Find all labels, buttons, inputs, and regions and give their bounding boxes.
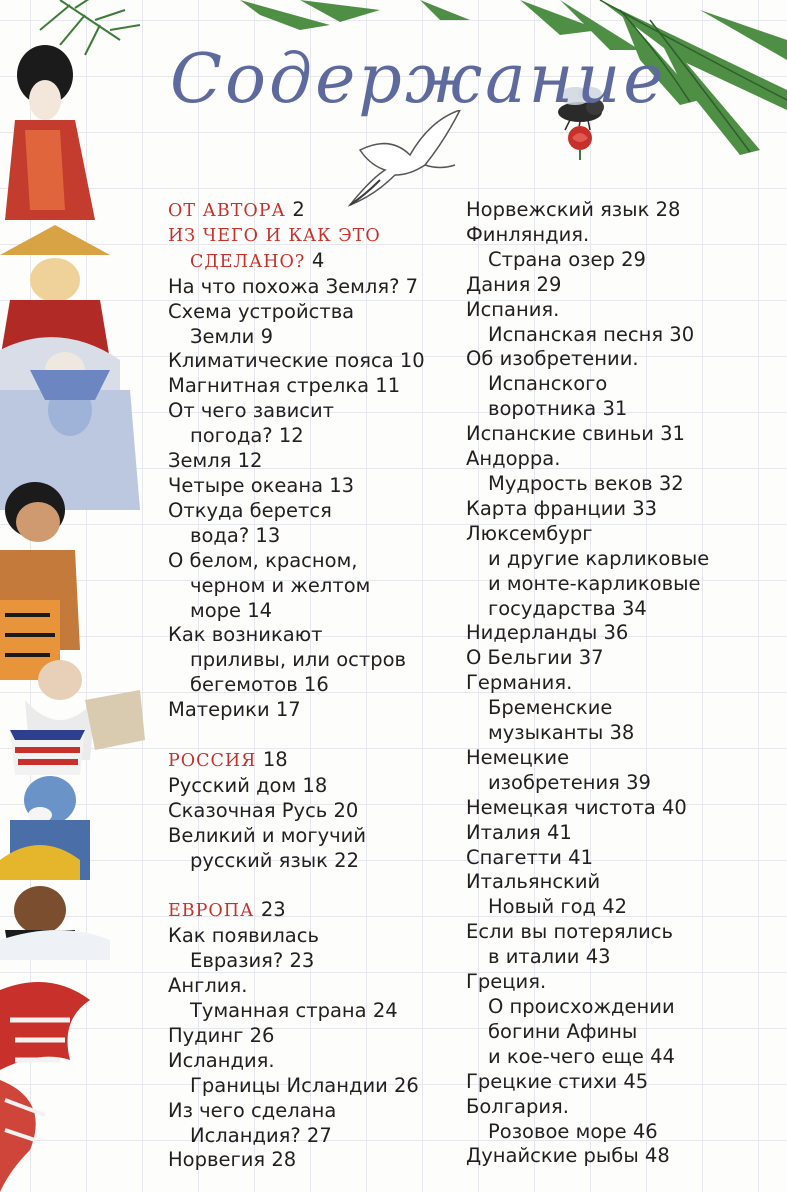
toc-entry-title: Новый год <box>488 895 597 919</box>
toc-entry-text <box>168 974 458 999</box>
toc-entry <box>466 821 781 846</box>
toc-page-number: 26 <box>249 1023 275 1047</box>
toc-entry-title: Откуда берется <box>168 498 332 522</box>
toc-entry-title: Греция. <box>466 970 547 994</box>
toc-entry-title: Из чего сделана <box>168 1098 337 1122</box>
toc-entry <box>466 447 781 497</box>
toc-entry-text <box>168 648 458 673</box>
toc-entry-text <box>168 275 458 300</box>
toc-entry-title: Испанские свиньи <box>466 422 654 446</box>
toc-entry-text <box>168 374 458 399</box>
toc-entry-title: РОССИЯ <box>168 750 257 771</box>
toc-entry <box>466 198 781 223</box>
toc-entry-text <box>466 472 781 497</box>
toc-entry-text <box>168 1148 458 1173</box>
toc-entry-title: Немецкие <box>466 745 570 769</box>
toc-entry-text <box>168 949 458 974</box>
toc-entry-title: О происхождении <box>488 995 675 1018</box>
toc-page-number: 28 <box>655 198 681 221</box>
toc-entry <box>168 474 458 499</box>
toc-entry-text <box>168 325 458 350</box>
toc-entry <box>168 698 458 723</box>
toc-entry-text <box>466 621 781 646</box>
toc-page-number: 46 <box>632 1119 658 1143</box>
toc-entry <box>466 1070 781 1095</box>
toc-entry-text <box>466 347 781 372</box>
toc-page-number: 38 <box>609 721 635 745</box>
toc-entry-text <box>466 522 781 547</box>
toc-entry-title: в италии <box>488 945 580 969</box>
toc-entry-text <box>466 1020 781 1045</box>
toc-entry-title: ЕВРОПА <box>168 901 255 922</box>
toc-entry-text <box>466 397 781 422</box>
toc-entry-title: изобретения <box>488 770 620 794</box>
toc-entry-text <box>466 248 781 273</box>
toc-entry <box>168 924 458 974</box>
toc-entry-title: воротника <box>488 397 597 421</box>
toc-entry-text <box>466 597 781 622</box>
toc-entry-title: Норвегия <box>168 1148 266 1172</box>
toc-entry-title: Грецкие стихи <box>466 1069 618 1093</box>
toc-entry-title: Климатические пояса <box>168 349 394 373</box>
toc-entry <box>466 1144 781 1169</box>
toc-page-number: 31 <box>660 422 685 446</box>
toc-entry-text <box>168 623 458 648</box>
toc-entry-text <box>466 1045 781 1070</box>
toc-section-heading <box>168 898 458 924</box>
toc-page-number: 42 <box>602 895 628 919</box>
toc-entry-text <box>168 1024 458 1049</box>
toc-entry <box>168 549 458 624</box>
toc-entry <box>168 824 458 874</box>
toc-entry-title: Земли <box>190 324 255 348</box>
toc-entry <box>168 623 458 698</box>
toc-entry-title: музыканты <box>488 721 604 745</box>
toc-page-number: 32 <box>658 471 684 495</box>
toc-section-heading <box>168 198 458 224</box>
toc-entry-text <box>168 1124 458 1149</box>
toc-entry-text <box>168 424 458 449</box>
toc-entry <box>168 300 458 350</box>
toc-entry-text <box>466 372 781 397</box>
toc-entry-title: Исландия? <box>190 1123 301 1147</box>
toc-entry-title: О белом, красном, <box>168 548 358 572</box>
toc-column-right <box>466 198 781 1169</box>
toc-page-number: 16 <box>303 673 329 697</box>
toc-entry-text <box>168 774 458 799</box>
toc-entry-title: Страна озер <box>488 247 615 271</box>
toc-entry <box>466 298 781 348</box>
toc-page-number: 44 <box>650 1044 675 1068</box>
toc-entry-text <box>466 1120 781 1145</box>
toc-entry-title: Андорра. <box>466 447 561 471</box>
toc-entry-title: Как возникают <box>168 623 323 647</box>
toc-page-number: 43 <box>585 945 611 969</box>
toc-entry-text <box>168 1099 458 1124</box>
toc-entry-title: Немецкая чистота <box>466 795 656 819</box>
toc-entry-title: и другие карликовые <box>488 546 710 570</box>
toc-entry <box>168 1049 458 1099</box>
toc-entry-text <box>168 748 458 774</box>
toc-entry-text <box>168 549 458 574</box>
toc-entry-text <box>466 298 781 323</box>
toc-page-number: 36 <box>603 621 629 645</box>
toc-page-number: 29 <box>621 247 646 271</box>
toc-page-number: 22 <box>334 848 359 872</box>
toc-entry-text <box>168 673 458 698</box>
toc-entry-title: Италия <box>466 820 541 844</box>
toc-entry-text <box>168 924 458 949</box>
toc-entry-title: Нидерланды <box>466 621 598 645</box>
toc-entry-title: бегемотов <box>190 673 298 697</box>
toc-page-number: 23 <box>289 949 315 973</box>
toc-entry-title: богини Афины <box>488 1019 638 1043</box>
toc-entry-text <box>466 970 781 995</box>
toc-entry <box>466 223 781 273</box>
toc-entry-text <box>466 796 781 821</box>
toc-entry <box>168 1099 458 1149</box>
toc-entry-title: Земля <box>168 449 232 473</box>
toc-page-number: 23 <box>260 898 286 922</box>
toc-entry-text <box>466 671 781 696</box>
toc-spacer <box>168 723 458 748</box>
toc-entry <box>168 399 458 449</box>
toc-page-number: 12 <box>237 449 263 473</box>
toc-page-number: 41 <box>568 845 593 869</box>
toc-entry-text <box>466 646 781 671</box>
toc-entry-title: Мудрость веков <box>488 471 653 495</box>
toc-entry <box>466 621 781 646</box>
toc-page-number: 45 <box>623 1069 649 1093</box>
toc-entry-title: Люксембург <box>466 521 593 545</box>
toc-entry-title: Схема устройства <box>168 299 355 323</box>
toc-entry <box>466 1095 781 1145</box>
toc-entry-title: Испания. <box>466 297 560 321</box>
toc-entry <box>466 920 781 970</box>
toc-entry-text <box>168 799 458 824</box>
toc-entry-text <box>466 323 781 348</box>
toc-page-number: 41 <box>546 820 572 844</box>
toc-page-number: 48 <box>644 1144 670 1168</box>
toc-entry-text <box>168 249 458 275</box>
toc-entry <box>168 499 458 549</box>
toc-entry <box>466 671 781 746</box>
toc-entry <box>168 374 458 399</box>
toc-entry-text <box>466 895 781 920</box>
toc-page-number: 11 <box>375 374 401 398</box>
toc-entry <box>466 273 781 298</box>
toc-entry-title: ОТ АВТОРА <box>168 201 286 221</box>
toc-entry <box>466 970 781 1070</box>
toc-page-number: 12 <box>278 424 304 448</box>
toc-page-number: 20 <box>333 798 359 822</box>
toc-entry-title: Исландия. <box>168 1048 275 1072</box>
toc-entry-title: Болгария. <box>466 1094 569 1118</box>
toc-page-number: 13 <box>329 473 355 497</box>
toc-entry <box>466 497 781 522</box>
toc-page-number: 10 <box>399 349 425 373</box>
page-title: Содержание <box>170 40 667 119</box>
toc-entry-title: Четыре океана <box>168 473 324 497</box>
toc-entry <box>168 275 458 300</box>
toc-entry-title: Финляндия. <box>466 222 590 246</box>
toc-page-number: 24 <box>372 998 398 1022</box>
toc-entry-title: Розовое море <box>488 1119 627 1143</box>
toc-entry-title: Спагетти <box>466 845 562 869</box>
toc-entry-title: О Бельгии <box>466 646 573 670</box>
toc-page-number: 26 <box>394 1073 419 1097</box>
toc-entry-title: Пудинг <box>168 1023 244 1047</box>
toc-entry-title: Границы Исландии <box>190 1073 388 1097</box>
toc-entry-title: и кое-чего еще <box>488 1044 644 1068</box>
toc-page-number: 13 <box>255 523 281 547</box>
toc-page-number: 27 <box>306 1123 332 1147</box>
toc-entry-title: Бременские <box>488 696 613 720</box>
toc-entry-text <box>466 721 781 746</box>
toc-entry-title: На что похожа Земля? <box>168 274 400 298</box>
toc-entry-text <box>466 846 781 871</box>
toc-entry-title: Туманная страна <box>190 998 367 1022</box>
toc-page-number: 9 <box>260 324 273 348</box>
toc-entry-title: Русский дом <box>168 773 297 797</box>
characters-illustration <box>0 40 160 1192</box>
toc-entry <box>466 846 781 871</box>
toc-page-number: 14 <box>247 598 273 622</box>
toc-entry-text <box>466 870 781 895</box>
rose-icon <box>560 120 600 160</box>
toc-entry <box>168 349 458 374</box>
toc-entry-title: приливы, или остров <box>190 648 407 672</box>
toc-entry-title: Если вы потерялись <box>466 920 673 944</box>
toc-entry-title: Великий и могучий <box>168 823 366 847</box>
toc-entry-title: Испанского <box>488 372 608 396</box>
toc-page-number: 29 <box>536 272 562 296</box>
toc-section-heading <box>168 224 458 275</box>
toc-entry <box>168 974 458 1024</box>
toc-entry-title: вода? <box>190 523 250 547</box>
toc-entry-text <box>168 824 458 849</box>
toc-entry-title: ИЗ ЧЕГО И КАК ЭТО <box>168 225 381 246</box>
toc-entry-text <box>466 746 781 771</box>
toc-entry-text <box>466 223 781 248</box>
toc-entry-title: Об изобретении. <box>466 347 639 371</box>
toc-entry <box>466 796 781 821</box>
toc-entry-title: Карта франции <box>466 496 627 520</box>
toc-entry-title: и монте-карликовые <box>488 571 701 595</box>
toc-entry-text <box>466 696 781 721</box>
toc-entry-title: море <box>190 598 242 622</box>
toc-entry-title: Магнитная стрелка <box>168 374 370 398</box>
toc-entry-text <box>168 1049 458 1074</box>
toc-entry-text <box>466 995 781 1020</box>
toc-page-number: 18 <box>262 747 288 771</box>
toc-entry-text <box>466 920 781 945</box>
toc-entry-title: Дунайские рыбы <box>466 1144 639 1168</box>
toc-entry-text <box>168 499 458 524</box>
toc-entry <box>466 522 781 622</box>
toc-entry-text <box>466 1144 781 1169</box>
toc-entry-text <box>168 574 458 599</box>
toc-entry-text <box>466 821 781 846</box>
bird-icon <box>340 110 470 210</box>
toc-page-number: 37 <box>578 646 604 670</box>
toc-entry-text <box>466 422 781 447</box>
toc-entry <box>168 1148 458 1173</box>
toc-entry-text <box>168 898 458 924</box>
toc-entry-title: Дания <box>466 272 531 296</box>
toc-entry-text <box>168 524 458 549</box>
toc-entry-text <box>466 497 781 522</box>
toc-entry-title: Англия. <box>168 974 248 998</box>
toc-entry-text <box>466 771 781 796</box>
toc-entry-text <box>466 1095 781 1120</box>
toc-entry-title: Как появилась <box>168 924 319 948</box>
toc-entry-title: погода? <box>190 424 273 448</box>
toc-entry-title: От чего зависит <box>168 399 335 423</box>
toc-entry-title: Испанская песня <box>488 322 664 346</box>
toc-entry-text <box>168 349 458 374</box>
toc-entry-title: русский язык <box>190 848 328 872</box>
toc-column-left <box>168 198 458 1173</box>
toc-entry-text <box>168 224 458 249</box>
toc-entry-title: Евразия? <box>190 949 284 973</box>
toc-entry-text <box>466 945 781 970</box>
toc-page-number: 28 <box>271 1148 297 1172</box>
toc-entry-text <box>168 849 458 874</box>
toc-entry-text <box>168 698 458 723</box>
toc-entry <box>168 799 458 824</box>
toc-entry-text <box>466 1070 781 1095</box>
toc-entry <box>466 646 781 671</box>
toc-entry <box>168 1024 458 1049</box>
toc-page-number: 34 <box>621 596 647 620</box>
toc-entry-title: Материки <box>168 698 270 722</box>
toc-entry-title: Сказочная Русь <box>168 798 328 822</box>
toc-entry <box>168 449 458 474</box>
toc-page-number: 2 <box>292 198 305 221</box>
toc-entry-text <box>466 198 781 223</box>
toc-entry-text <box>168 399 458 424</box>
toc-entry-title: Итальянский <box>466 870 601 894</box>
toc-entry-text <box>466 447 781 472</box>
toc-entry <box>168 774 458 799</box>
toc-entry-title: государства <box>488 596 616 620</box>
toc-entry-title: черном и желтом <box>190 573 371 597</box>
toc-page-number: 40 <box>662 795 687 819</box>
toc-entry-text <box>168 449 458 474</box>
toc-entry-text <box>466 547 781 572</box>
toc-entry-text <box>168 474 458 499</box>
toc-entry <box>466 347 781 422</box>
toc-page-number: 31 <box>602 397 628 421</box>
toc-page-number: 7 <box>405 274 419 298</box>
toc-page-number: 18 <box>302 773 328 797</box>
toc-spacer <box>168 873 458 898</box>
toc-entry <box>466 870 781 920</box>
toc-entry-text <box>168 300 458 325</box>
toc-entry-text <box>466 572 781 597</box>
toc-entry-text <box>466 273 781 298</box>
toc-page-number: 17 <box>275 698 301 722</box>
toc-entry-text <box>168 999 458 1024</box>
toc-entry-text <box>168 198 458 224</box>
toc-entry-title: СДЕЛАНО? <box>190 251 306 272</box>
toc-entry-title: Норвежский язык <box>466 198 650 221</box>
toc-page-number: 4 <box>311 248 325 272</box>
toc-entry-text <box>168 599 458 624</box>
toc-entry-title: Германия. <box>466 671 573 695</box>
toc-page-number: 33 <box>632 496 658 520</box>
toc-entry-text <box>168 1074 458 1099</box>
toc-entry <box>466 746 781 796</box>
toc-section-heading <box>168 748 458 774</box>
toc-page-number: 30 <box>669 322 695 346</box>
toc-entry <box>466 422 781 447</box>
toc-page-number: 39 <box>626 770 651 794</box>
